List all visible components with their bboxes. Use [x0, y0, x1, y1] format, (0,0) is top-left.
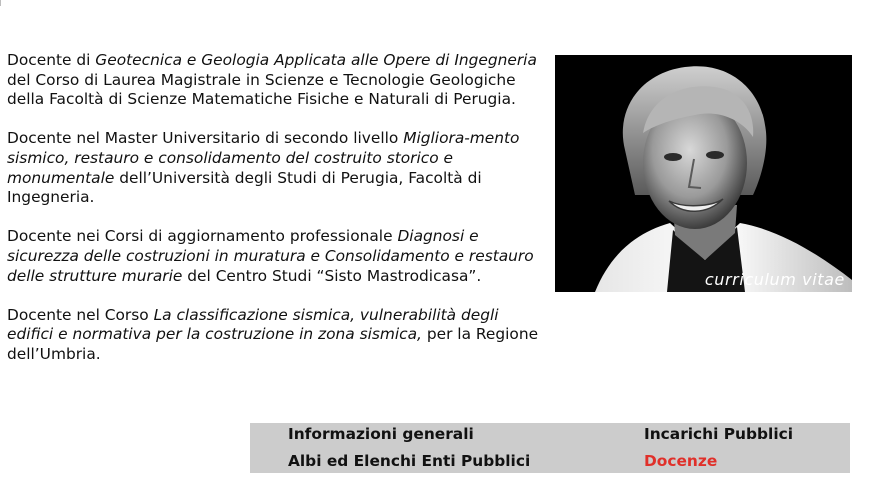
curriculum-vitae-link[interactable] [555, 55, 852, 292]
nav-albi-elenchi[interactable]: Albi ed Elenchi Enti Pubblici [288, 452, 531, 470]
paragraph-aggiornamento [7, 227, 542, 286]
course-title: La classificazione sismica, vulnerabilità degli edifici e normativa per la costruzione in zona sismica, [7, 305, 499, 344]
paragraph-text: Docente nei Corsi di aggiornamento professionale [7, 227, 398, 246]
course-title: Migliora-mento sismico, restauro e consolidamento del costruito storico e monumentale [7, 129, 520, 187]
section-nav [250, 423, 850, 473]
paragraph-text: del Centro Studi “Sisto Mastrodicasa”. [182, 266, 482, 285]
course-title: Diagnosi e sicurezza delle costruzioni in muratura e Consolidamento e restauro delle strutture murarie [7, 227, 534, 285]
paragraph-master [7, 129, 542, 207]
corner-mark [0, 0, 1, 6]
docenze-text [7, 51, 542, 384]
paragraph-text: Docente nel Corso [7, 305, 154, 324]
paragraph-text: dell’Università degli Studi di Perugia, Facoltà di Ingegneria. [7, 168, 482, 207]
paragraph-geotecnica [7, 51, 542, 110]
paragraph-classificazione [7, 306, 542, 365]
paragraph-text: per la Regione dell’Umbria. [7, 325, 539, 363]
nav-informazioni-generali[interactable]: Informazioni generali [288, 425, 474, 443]
curriculum-vitae-caption: curriculum vitae [704, 270, 845, 289]
nav-incarichi-pubblici[interactable]: Incarichi Pubblici [644, 425, 793, 443]
paragraph-text: Docente nel Master Universitario di secondo livello [7, 129, 404, 148]
course-title: Geotecnica e Geologia Applicata alle Opere di Ingegneria [95, 51, 537, 69]
paragraph-text: del Corso di Laurea Magistrale in Scienze e Tecnologie Geologiche della Facoltà di Scienze Matematiche Fisiche e Naturali di Perugia. [7, 70, 516, 109]
paragraph-text: Docente di [7, 51, 96, 69]
nav-docenze[interactable]: Docenze [644, 452, 718, 470]
portrait-photo [555, 55, 852, 292]
